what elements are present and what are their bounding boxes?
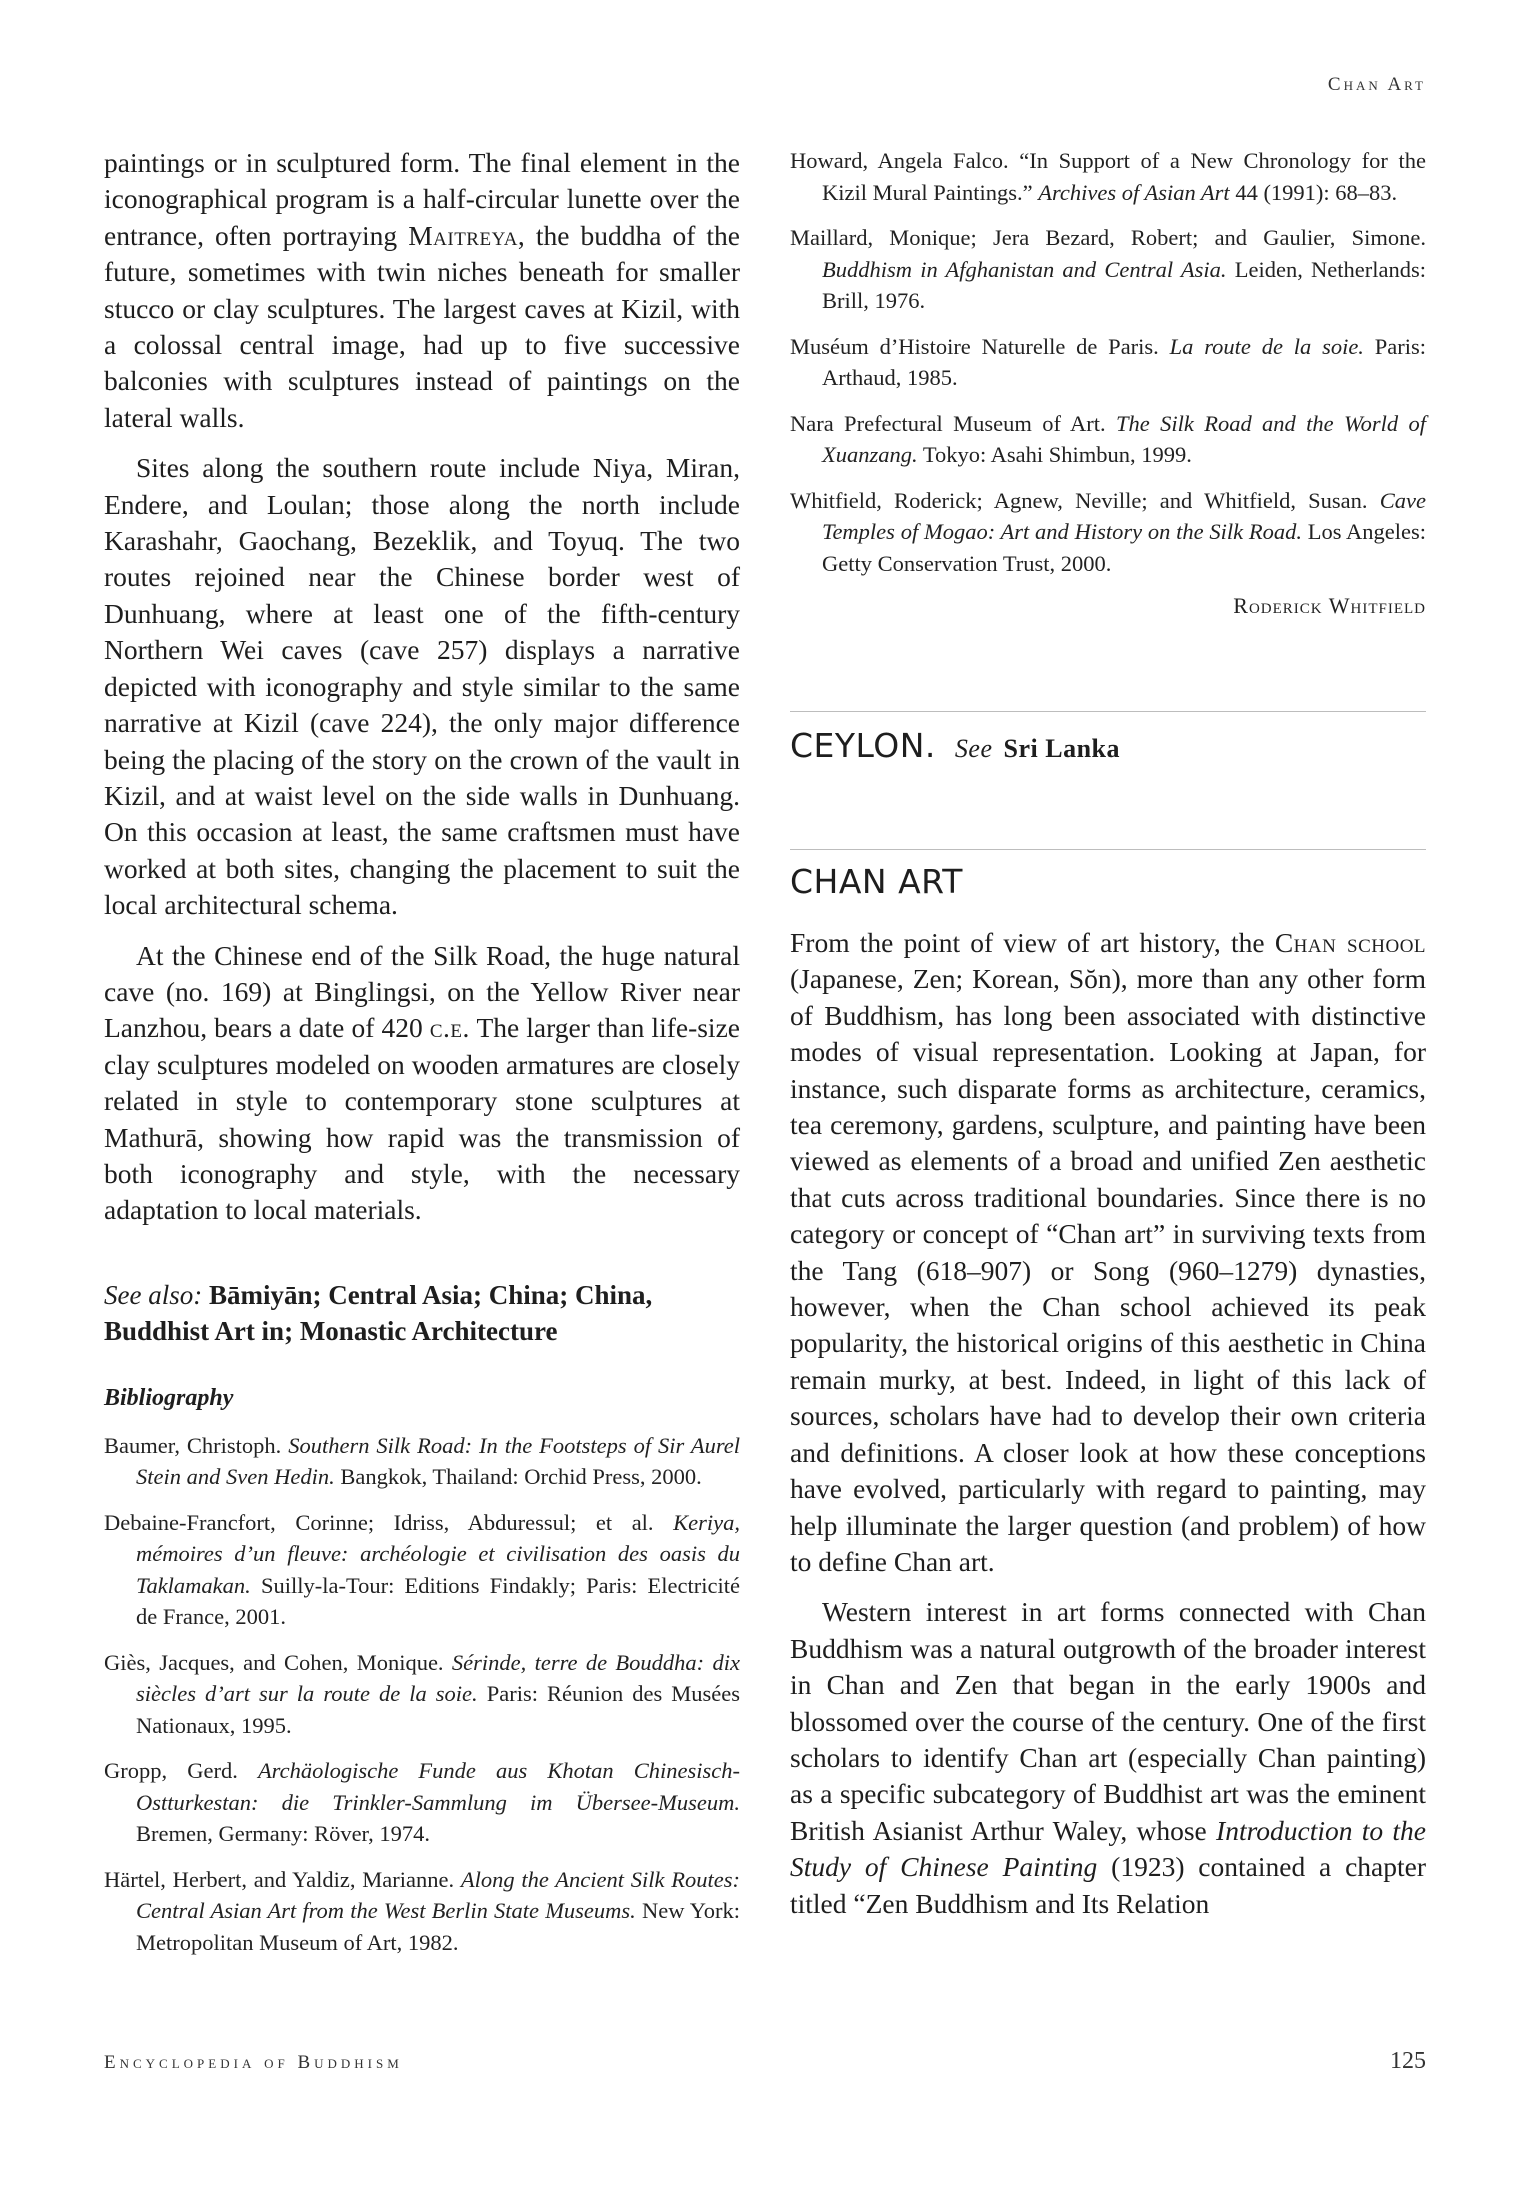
entry-heading-chan-art: CHAN ART — [790, 862, 963, 901]
cross-reference-link[interactable]: Sri Lanka — [1003, 734, 1121, 763]
bib-author: Härtel, Herbert, and Yaldiz, Marianne. — [104, 1866, 455, 1892]
right-column — [790, 145, 1426, 1922]
bib-title: Archäologische Funde aus Khotan Chinesisch-Ostturkestan: die Trinkler-Sammlung im Übersee-Museum. — [136, 1758, 740, 1815]
bib-publisher: Bangkok, Thailand: Orchid Press, 2000. — [340, 1464, 702, 1490]
bib-author: Muséum d’Histoire Naturelle de Paris. — [790, 333, 1159, 359]
bib-title: The Silk Road and the World of Xuanzang. — [822, 410, 1426, 467]
bibliography-entry — [790, 331, 1426, 394]
bibliography-entry — [790, 145, 1426, 208]
paragraph-text: paintings or in sculptured form. The final element in the iconographical program is a half-circular lunette over the entrance, often portraying — [104, 147, 740, 251]
bibliography-entry — [104, 1507, 740, 1633]
paragraph-text: At the Chinese end of the Silk Road, the huge natural cave (no. 169) at Binglingsi, on the Yellow River near Lanzhou, bears a date of 420 — [104, 939, 740, 1044]
bib-title: Southern Silk Road: In the Footsteps of Sir Aurel Stein and Sven Hedin. — [136, 1432, 740, 1490]
paragraph-text: From the point of view of art history, the — [790, 927, 1265, 958]
bib-title: Buddhism in Afghanistan and Central Asia. — [822, 256, 1227, 282]
bibliography-entry — [790, 485, 1426, 580]
bibliography-entry — [104, 1647, 740, 1742]
bib-title: Cave Temples of Mogao: Art and History on the Silk Road. — [822, 487, 1427, 544]
see-label: See — [954, 734, 993, 763]
bib-author: Whitfield, Roderick; Agnew, Neville; and Whitfield, Susan. — [790, 487, 1368, 513]
bibliography-list — [790, 145, 1426, 579]
bibliography-entry — [790, 408, 1426, 471]
body-paragraph: Sites along the southern route include Niya, Miran, Endere, and Loulan; those along the north include Karashahr, Gaochang, Bezeklik, and Toyuq. The two routes rejoined near the Chinese border west of Dunhuang, where at least one of the fifth-century Northern Wei caves (cave 257) displays a narrative depicted with iconography and style similar to the same narrative at Kizil (cave 224), the only major difference being the placing of the story on the crown of the vault in Kizil, and at waist level on the side walls in Dunhuang. On this occasion at least, the same craftsmen must have worked at both sites, changing the placement to suit the local architectural schema. — [104, 452, 740, 921]
bib-publisher: 44 (1991): 68–83. — [1235, 179, 1398, 205]
bib-author: Nara Prefectural Museum of Art. — [790, 410, 1106, 436]
footer-book-title: Encyclopedia of Buddhism — [104, 2052, 403, 2073]
bib-author: Gropp, Gerd. — [104, 1758, 238, 1784]
section-divider — [790, 711, 1426, 712]
bibliography-entry — [790, 222, 1426, 317]
bibliography-heading: Bibliography — [104, 1384, 234, 1411]
bib-author: Baumer, Christoph. — [104, 1432, 282, 1458]
bibliography-list — [104, 1430, 740, 1959]
bib-publisher: Los Angeles: Getty Conservation Trust, 2000. — [822, 519, 1427, 576]
bib-publisher: Suilly-la-Tour: Editions Findakly; Paris: Electricité de France, 2001. — [136, 1572, 740, 1630]
bib-publisher: Leiden, Netherlands: Brill, 1976. — [822, 256, 1426, 313]
bib-publisher: Paris: Arthaud, 1985. — [822, 333, 1427, 390]
bibliography-entry — [104, 1755, 740, 1850]
running-head: Chan Art — [1327, 74, 1426, 95]
entry-heading-ceylon — [790, 726, 1426, 765]
author-signature: Roderick Whitfield — [1233, 593, 1426, 618]
see-also — [104, 1277, 740, 1349]
bib-title: La route de la soie. — [1169, 333, 1364, 359]
section-divider — [790, 849, 1426, 850]
paragraph-text: , the buddha of the future, sometimes with twin niches beneath for smaller stucco or clay sculptures. The largest caves at Kizil, with a colossal central image, had up to five successive balconies with sculptures instead of paintings on the lateral walls. — [104, 219, 741, 433]
bib-publisher: New York: Metropolitan Museum of Art, 1982. — [136, 1898, 741, 1955]
paragraph-text: (1923) contained a chapter titled “Zen Buddhism and Its Relation — [790, 1851, 1426, 1919]
cross-reference: Maitreya — [408, 219, 518, 251]
body-paragraph — [104, 938, 740, 1229]
bib-title: Keriya, mémoires d’un fleuve: archéologie et civilisation des oasis du Taklamakan. — [136, 1509, 740, 1598]
era-abbreviation: c.e. — [429, 1012, 470, 1044]
bib-title: Along the Ancient Silk Routes: Central Asian Art from the West Berlin State Museums. — [136, 1866, 741, 1924]
bib-author: Debaine-Francfort, Corinne; Idriss, Abduressul; et al. — [104, 1509, 654, 1535]
bibliography-entry — [104, 1430, 740, 1493]
entry-title: CEYLON. — [790, 726, 936, 765]
see-also-label: See also: — [104, 1279, 203, 1310]
page-number: 125 — [1390, 2048, 1426, 2074]
see-also-links[interactable]: Bāmiyān; Central Asia; China; China, Buddhist Art in; Monastic Architecture — [104, 1279, 653, 1346]
bib-title: Archives of Asian Art — [1038, 179, 1230, 205]
bib-publisher: Bremen, Germany: Röver, 1974. — [136, 1821, 431, 1847]
bibliography-entry — [104, 1864, 740, 1959]
body-paragraph — [790, 925, 1426, 1580]
paragraph-text: (Japanese, Zen; Korean, Sŏn), more than any other form of Buddhism, has long been associated with distinctive modes of visual representation. Looking at Japan, for instance, such disparate forms as architecture, ceramics, tea ceremony, gardens, sculpture, and painting have been viewed as elements of a broad and unified Zen aesthetic that cuts across traditional boundaries. Since there is no category or concept of “Chan art” in surviving texts from the Tang (618–907) or Song (960–1279) dynasties, however, when the Chan school achieved its peak popularity, the historical origins of this aesthetic in China remain murky, at best. Indeed, in light of this lack of sources, scholars have had to develop their own criteria and definitions. A closer look at how these conceptions have evolved, particularly with regard to painting, may help illuminate the larger question (and problem) of how to define Chan art. — [790, 963, 1426, 1577]
left-column — [104, 145, 740, 1958]
bib-publisher: Paris: Réunion des Musées Nationaux, 1995. — [136, 1681, 741, 1738]
bib-publisher: Tokyo: Asahi Shimbun, 1999. — [922, 442, 1192, 467]
bib-author: Maillard, Monique; Jera Bezard, Robert; and Gaulier, Simone. — [790, 225, 1426, 250]
paragraph-text: Western interest in art forms connected with Chan Buddhism was a natural outgrowth of the broader interest in Chan and Zen that began in the early 1900s and blossomed over the course of the century. One of the first scholars to identify Chan art (especially Chan painting) as a specific subcategory of Buddhist art was the eminent British Asianist Arthur Waley, whose — [790, 1596, 1426, 1846]
cross-reference: Chan school — [1274, 927, 1427, 958]
bib-title: Sérinde, terre de Bouddha: dix siècles d’art sur la route de la soie. — [136, 1649, 740, 1707]
body-paragraph — [104, 145, 740, 436]
bib-author: Howard, Angela Falco. “In Support of a New Chronology for the Kizil Mural Paintings.” — [790, 148, 1426, 205]
paragraph-text: The larger than life-size clay sculptures modeled on wooden armatures are closely related in style to contemporary stone sculptures at Mathurā, showing how rapid was the transmission of both iconography and style, with the necessary adaptation to local materials. — [104, 1012, 740, 1226]
bib-author: Giès, Jacques, and Cohen, Monique. — [104, 1649, 444, 1675]
book-title: Introduction to the Study of Chinese Painting — [790, 1814, 1427, 1883]
body-paragraph — [790, 1594, 1426, 1922]
